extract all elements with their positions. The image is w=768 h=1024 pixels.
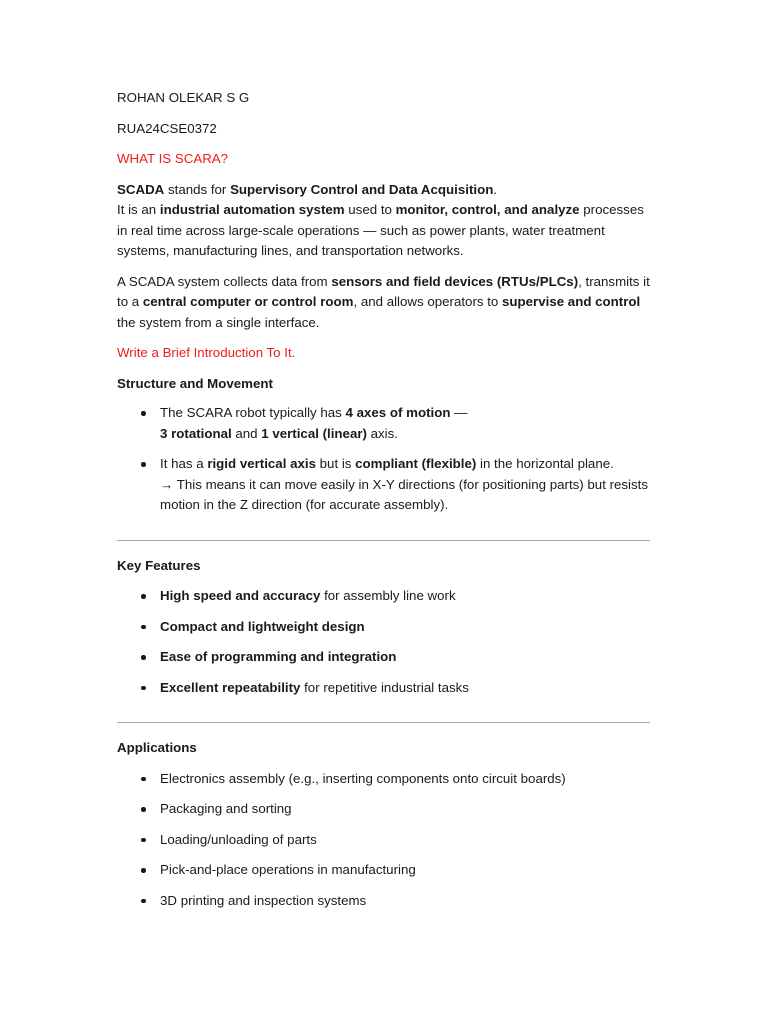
document-body — [117, 88, 650, 911]
list-item: Electronics assembly (e.g., inserting components onto circuit boards) — [117, 769, 650, 790]
question-heading-2: Write a Brief Introduction To It. — [117, 345, 296, 360]
list-item: Excellent repeatability for repetitive industrial tasks — [117, 678, 650, 699]
section-heading-features: Key Features — [117, 557, 201, 573]
list-item: Pick-and-place operations in manufacturing — [117, 860, 650, 881]
list-item: Packaging and sorting — [117, 799, 650, 820]
question-heading: WHAT IS SCARA? — [117, 151, 229, 166]
section-heading-applications: Applications — [117, 740, 197, 755]
intro-line-1: SCADA stands for Supervisory Control and Data Acquisition. — [117, 181, 498, 197]
list-item: 3D printing and inspection systems — [117, 891, 650, 912]
section-heading-structure: Structure and Movement — [117, 375, 273, 391]
list-item: Compact and lightweight design — [117, 617, 650, 638]
intro-paragraph-1: It is an industrial automation system used to monitor, control, and analyze processes in real time across large-scale operations — such as power plants, water treatment systems, manufacturing lines, and transportation networks. — [117, 202, 644, 258]
list-item: Loading/unloading of parts — [117, 830, 650, 851]
divider — [117, 540, 650, 541]
roll-number: RUA24CSE0372 — [117, 120, 217, 136]
list-item: Ease of programming and integration — [117, 647, 650, 668]
author-name: ROHAN OLEKAR S G — [117, 90, 250, 105]
divider — [117, 722, 650, 723]
list-item: It has a rigid vertical axis but is compliant (flexible) in the horizontal plane. → This means it can move easily in X-Y directions (for positioning parts) but resists motion in the Z direction (for accurate assembly). — [117, 454, 650, 516]
applications-list — [117, 769, 650, 912]
features-list — [117, 586, 650, 698]
list-item: High speed and accuracy for assembly line work — [117, 586, 650, 607]
list-item: The SCARA robot typically has 4 axes of motion — 3 rotational and 1 vertical (linear) axis. — [117, 403, 650, 444]
structure-list — [117, 403, 650, 516]
intro-paragraph-2: A SCADA system collects data from sensors and field devices (RTUs/PLCs), transmits it to a central computer or control room, and allows operators to supervise and control the system from a single interface. — [117, 273, 650, 330]
